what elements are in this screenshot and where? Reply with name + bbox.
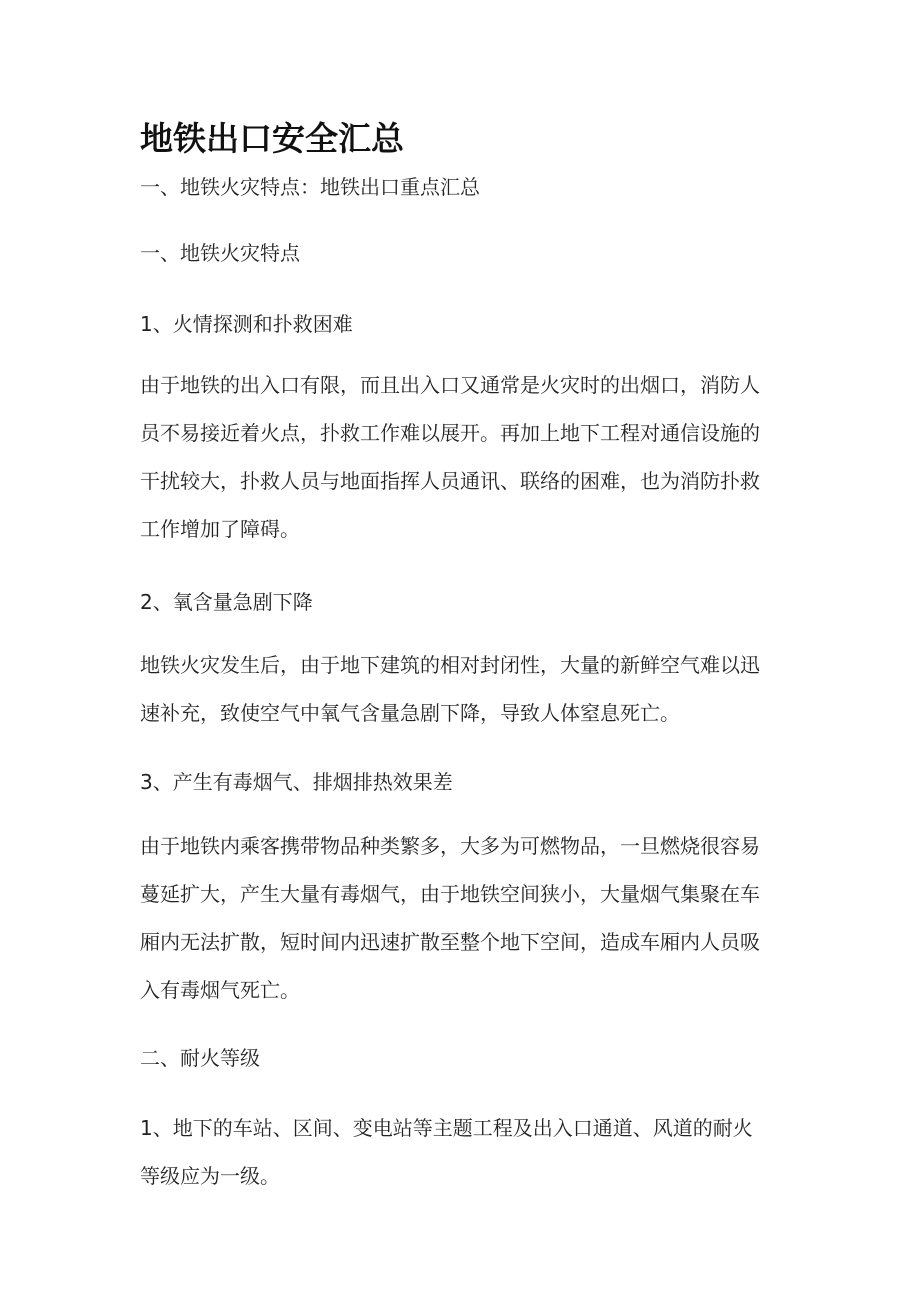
paragraph-line: 由于地铁内乘客携带物品种类繁多，大多为可燃物品，一旦燃烧很容易: [140, 834, 760, 858]
paragraph-line: 厢内无法扩散，短时间内迅速扩散至整个地下空间，造成车厢内人员吸: [140, 930, 760, 954]
section-heading-fire-characteristics: 一、地铁火灾特点: [140, 241, 300, 265]
paragraph-line: 入有毒烟气死亡。: [140, 978, 300, 1002]
document-subtitle: 一、地铁火灾特点：地铁出口重点汇总: [140, 175, 480, 199]
paragraph-line: 速补充，致使空气中氧气含量急剧下降，导致人体窒息死亡。: [140, 701, 680, 725]
paragraph-line: 蔓延扩大，产生大量有毒烟气，由于地铁空间狭小，大量烟气集聚在车: [140, 882, 760, 906]
paragraph-fire-resistance-level: [140, 1104, 785, 1200]
paragraph-line: 等级应为一级。: [140, 1164, 280, 1188]
item-heading-oxygen-drop: 2、氧含量急剧下降: [140, 590, 313, 614]
paragraph-line: 1、地下的车站、区间、变电站等主题工程及出入口通道、风道的耐火: [140, 1116, 753, 1140]
item-heading-toxic-smoke: 3、产生有毒烟气、排烟排热效果差: [140, 770, 453, 794]
paragraph-toxic-smoke: [140, 822, 785, 1014]
paragraph-line: 工作增加了障碍。: [140, 517, 300, 541]
paragraph-line: 由于地铁的出入口有限，而且出入口又通常是火灾时的出烟口，消防人: [140, 373, 760, 397]
paragraph-line: 干扰较大，扑救人员与地面指挥人员通讯、联络的困难，也为消防扑救: [140, 469, 760, 493]
paragraph-line: 地铁火灾发生后，由于地下建筑的相对封闭性，大量的新鲜空气难以迅: [140, 653, 760, 677]
paragraph-detection-difficulty: [140, 361, 785, 553]
section-heading-fire-resistance: 二、耐火等级: [140, 1046, 260, 1070]
document-title: 地铁出口安全汇总: [140, 119, 404, 158]
item-heading-detection-difficulty: 1、火情探测和扑救困难: [140, 312, 353, 336]
paragraph-oxygen-drop: [140, 641, 785, 737]
paragraph-line: 员不易接近着火点，扑救工作难以展开。再加上地下工程对通信设施的: [140, 421, 760, 445]
